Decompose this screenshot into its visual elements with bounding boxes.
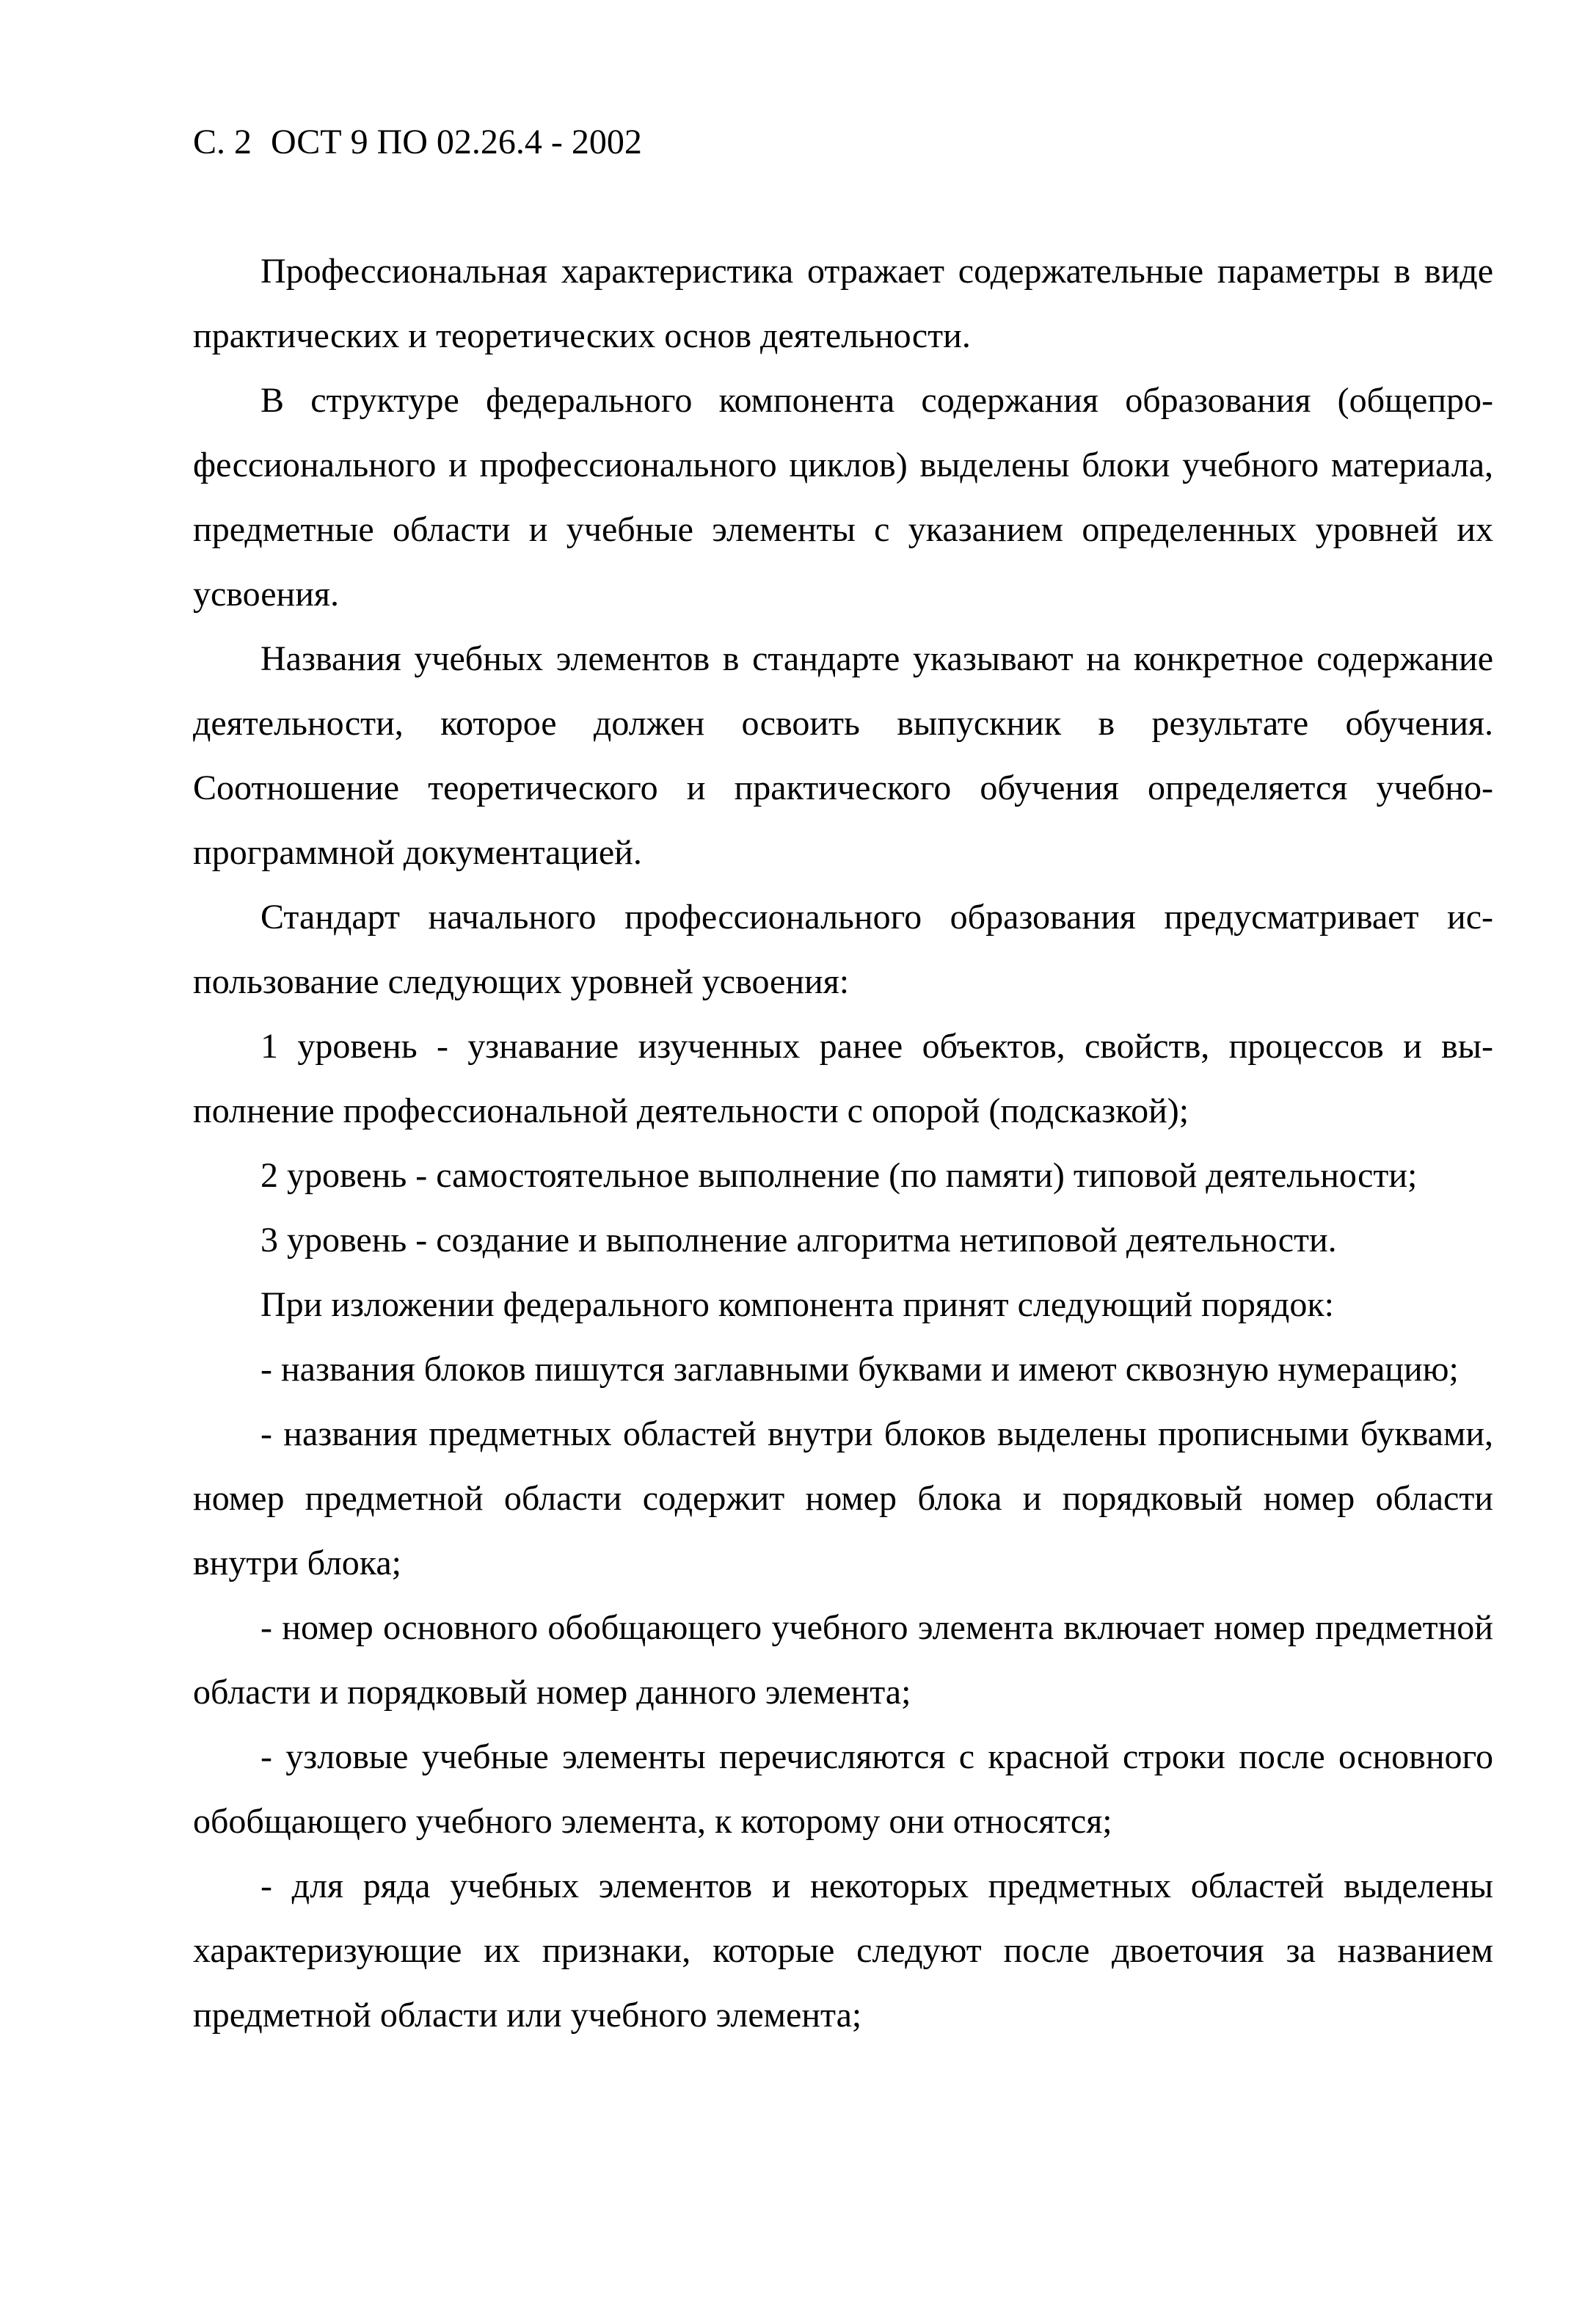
- list-item-block-names: - названия блоков пишутся заглавными буквами и имеют сквозную нумерацию;: [260, 1350, 1459, 1389]
- page-number: С. 2: [193, 123, 252, 161]
- list-item-node-elements: - узловые учебные элементы перечисляются с красной строки после основного обобщающего учебного элемента, к которому они относятся;: [193, 1737, 1493, 1841]
- page-header: [193, 120, 642, 164]
- list-item-main-element-number: - номер основного обобщающего учебного элемента включает номер предметной области и порядковый номер данного элемента;: [193, 1608, 1493, 1712]
- standard-code: ОСТ 9 ПО 02.26.4 - 2002: [271, 123, 642, 161]
- paragraph-learning-elements: Названия учебных элементов в стандарте указывают на конкретное содержание деятельности, которое должен освоить выпускник в результате обучения. Соотношение теоретического и практического обучения определяется учебно-программной документацией.: [193, 639, 1493, 872]
- paragraph-federal-component-structure: В структуре федерального компонента содержания образования (общепрофессионального и профессионального циклов) выделены блоки учебного материала, предметные области и учебные элементы с указанием определенных уровней их усвоения.: [193, 381, 1493, 614]
- list-item-characteristics: - для ряда учебных элементов и некоторых предметных областей выделены характеризующие их признаки, которые следуют после двоеточия за названием предметной области или учебного элемента;: [193, 1866, 1493, 2035]
- paragraph-order-intro: При изложении федерального компонента принят следующий порядок:: [260, 1285, 1334, 1324]
- list-item-subject-areas: - названия предметных областей внутри блоков выделены прописными буквами, номер предметной области содержит номер блока и порядковый номер области внутри блока;: [193, 1414, 1493, 1582]
- paragraph-professional-characteristic: Профессиональная характеристика отражает содержательные параметры в виде практических и теоретических основ деятельности.: [193, 252, 1493, 355]
- list-item-level-2: 2 уровень - самостоятельное выполнение (по памяти) типовой деятельности;: [260, 1156, 1418, 1195]
- paragraph-mastery-levels-intro: Стандарт начального профессионального образования предусматривает использование следующих уровней усвоения:: [193, 898, 1493, 1001]
- list-item-level-3: 3 уровень - создание и выполнение алгоритма нетиповой деятельности.: [260, 1221, 1337, 1259]
- document-body: [193, 239, 1493, 2048]
- list-item-level-1: 1 уровень - узнавание изученных ранее объектов, свойств, процессов и выполнение профессиональной деятельности с опорой (подсказкой);: [193, 1027, 1493, 1130]
